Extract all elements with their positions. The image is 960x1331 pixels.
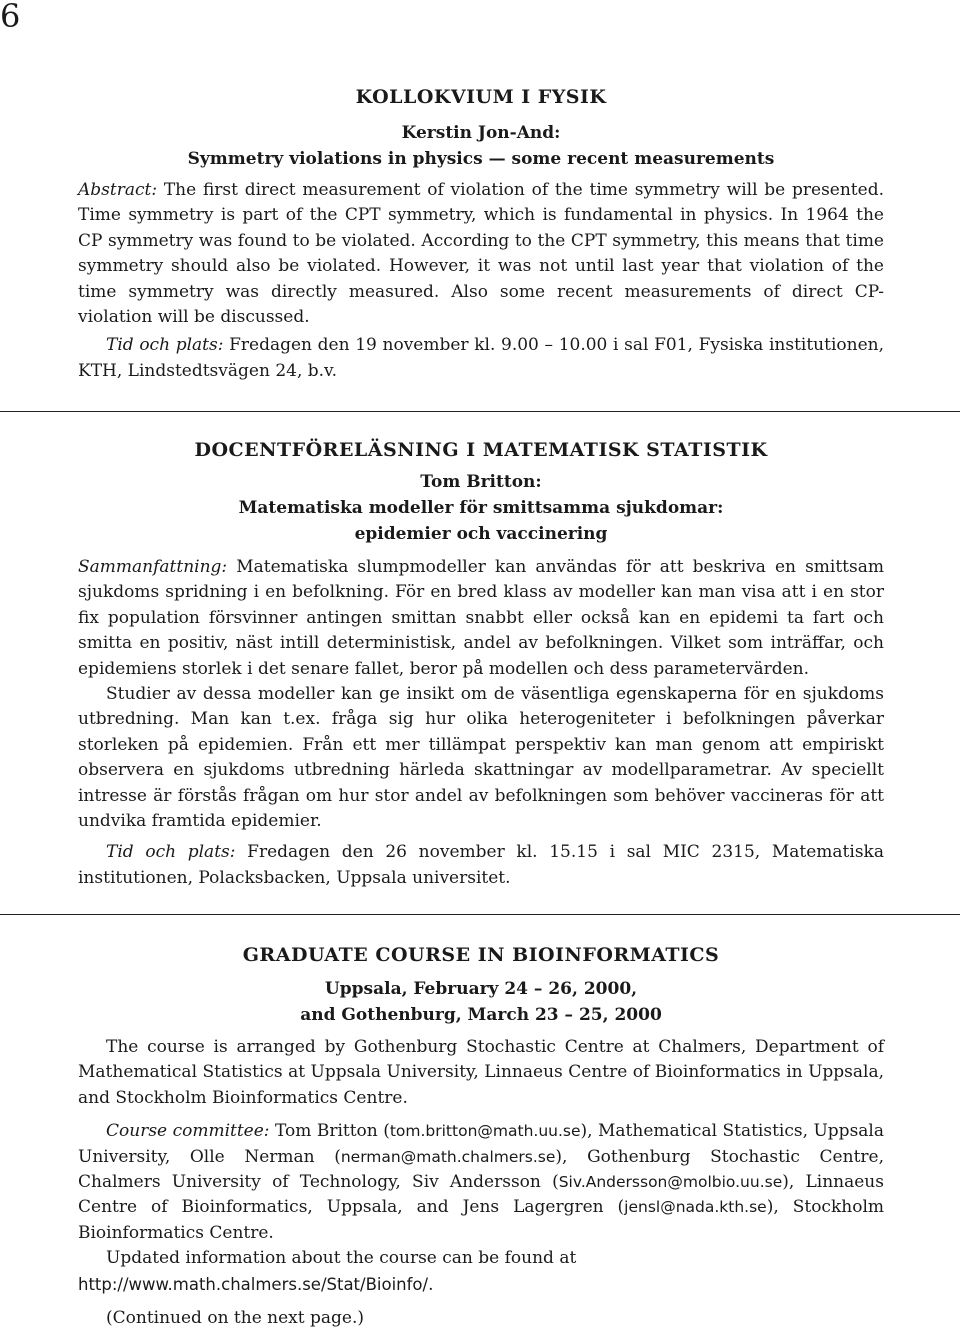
kollokvium-speaker: Kerstin Jon-And: xyxy=(401,123,561,143)
update-text: Updated information about the course can be found at xyxy=(106,1248,577,1269)
docent-talk-title-1: Matematiska modeller för smittsamma sjukdomar: xyxy=(238,498,724,518)
summary-text: Matematiska slumpmodeller kan användas för att beskriva en smittsam sjukdoms spridning i en befolkning. För en bred klass av modeller kan man visa att i en stor fix population försvinner antingen smittan snabbt eller också kan en epidemi ta fart och smitta en positiv, näst intill deterministisk, andel av befolkningen. Vilket som inträffar, och epidemiens storlek i det senare fallet, beror på modellen och dess parametervärden. xyxy=(78,557,884,679)
kollokvium-heading: KOLLOKVIUM I FYSIK xyxy=(355,86,607,108)
docent-time-place xyxy=(78,840,884,891)
committee-label: Course committee: xyxy=(106,1121,270,1142)
committee-text: ), Mathematical Statistics, Uppsala University, Olle Nerman ( xyxy=(78,1121,884,1167)
time-text: Fredagen den 19 november kl. 9.00 – 10.00 i sal F01, Fysiska institutionen, KTH, Lindstedtsvägen 24, b.v. xyxy=(78,335,884,381)
continued-note: (Continued on the next page.) xyxy=(106,1308,364,1329)
time-text: Fredagen den 26 november kl. 15.15 i sal MIC 2315, Matematiska institutionen, Polacksbacken, Uppsala universitet. xyxy=(78,842,884,888)
docent-section xyxy=(78,437,884,891)
committee-text: Tom Britton ( xyxy=(269,1121,390,1142)
kollokvium-talk-title: Symmetry violations in physics — some recent measurements xyxy=(187,149,775,169)
course-intro: The course is arranged by Gothenburg Stochastic Centre at Chalmers, Department of Mathematical Statistics at Uppsala University, Linnaeus Centre of Bioinformatics in Uppsala, and Stockholm Bioinformatics Centre. xyxy=(78,1037,884,1108)
docent-talk-title-2: epidemier och vaccinering xyxy=(354,524,608,544)
docent-paragraph-2: Studier av dessa modeller kan ge insikt om de väsentliga egenskaperna för en sjukdoms utbredning. Man kan t.ex. fråga sig hur olika heterogeniteter i befolkningen påverkar storleken på epidemien. Från ett mer tillämpat perspektiv kan man genom att empiriskt observera en sjukdoms utbredning härleda skattningar av modellparametrar. Av speciellt intresse är förstås frågan om hur stor andel av befolkningen som behöver vaccineras för att undvika framtida epidemier. xyxy=(78,684,884,832)
abstract-label: Abstract: xyxy=(78,180,158,200)
docent-summary xyxy=(78,555,884,682)
page-number: 6 xyxy=(0,0,21,35)
committee-text: ), Stockholm Bioinformatics Centre. xyxy=(78,1197,884,1243)
docent-heading: DOCENTFÖRELÄSNING I MATEMATISK STATISTIK xyxy=(194,439,768,461)
divider-1 xyxy=(0,411,960,412)
course-url-link[interactable]: http://www.math.chalmers.se/Stat/Bioinfo/ xyxy=(78,1274,429,1294)
course-heading: GRADUATE COURSE IN BIOINFORMATICS xyxy=(242,944,720,966)
abstract-text: The first direct measurement of violation of the time symmetry will be presented. Time symmetry is part of the CPT symmetry, which is fundamental in physics. In 1964 the CP symmetry was found to be violated. According to the CPT symmetry, this means that time symmetry should also be violated. However, it was not until last year that violation of the time symmetry was directly measured. Also some recent measurements of direct CP-violation will be discussed. xyxy=(78,180,884,328)
course-dates-1: Uppsala, February 24 – 26, 2000, xyxy=(324,979,638,999)
course-committee xyxy=(78,1119,884,1246)
committee-text: ), Linnaeus Centre of Bioinformatics, Uppsala, and Jens Lagergren ( xyxy=(78,1172,884,1218)
update-end: . xyxy=(428,1274,434,1295)
kollokvium-abstract xyxy=(78,178,884,330)
summary-label: Sammanfattning: xyxy=(78,557,228,577)
email-link[interactable]: nerman@math.chalmers.se xyxy=(340,1147,556,1166)
time-label: Tid och plats: xyxy=(106,842,236,863)
course-update xyxy=(78,1246,884,1298)
kollokvium-time-place xyxy=(78,333,884,384)
course-dates-2: and Gothenburg, March 23 – 25, 2000 xyxy=(300,1005,662,1025)
time-label: Tid och plats: xyxy=(106,335,224,356)
kollokvium-section xyxy=(78,84,884,384)
committee-text: ), Gothenburg Stochastic Centre, Chalmers University of Technology, Siv Andersson ( xyxy=(78,1146,884,1193)
divider-2 xyxy=(0,914,960,915)
email-link[interactable]: jensl@nada.kth.se xyxy=(624,1198,767,1217)
email-link[interactable]: tom.britton@math.uu.se xyxy=(389,1122,581,1141)
docent-speaker: Tom Britton: xyxy=(420,472,542,492)
email-link[interactable]: Siv.Andersson@molbio.uu.se xyxy=(558,1173,783,1192)
course-section xyxy=(78,942,884,1331)
